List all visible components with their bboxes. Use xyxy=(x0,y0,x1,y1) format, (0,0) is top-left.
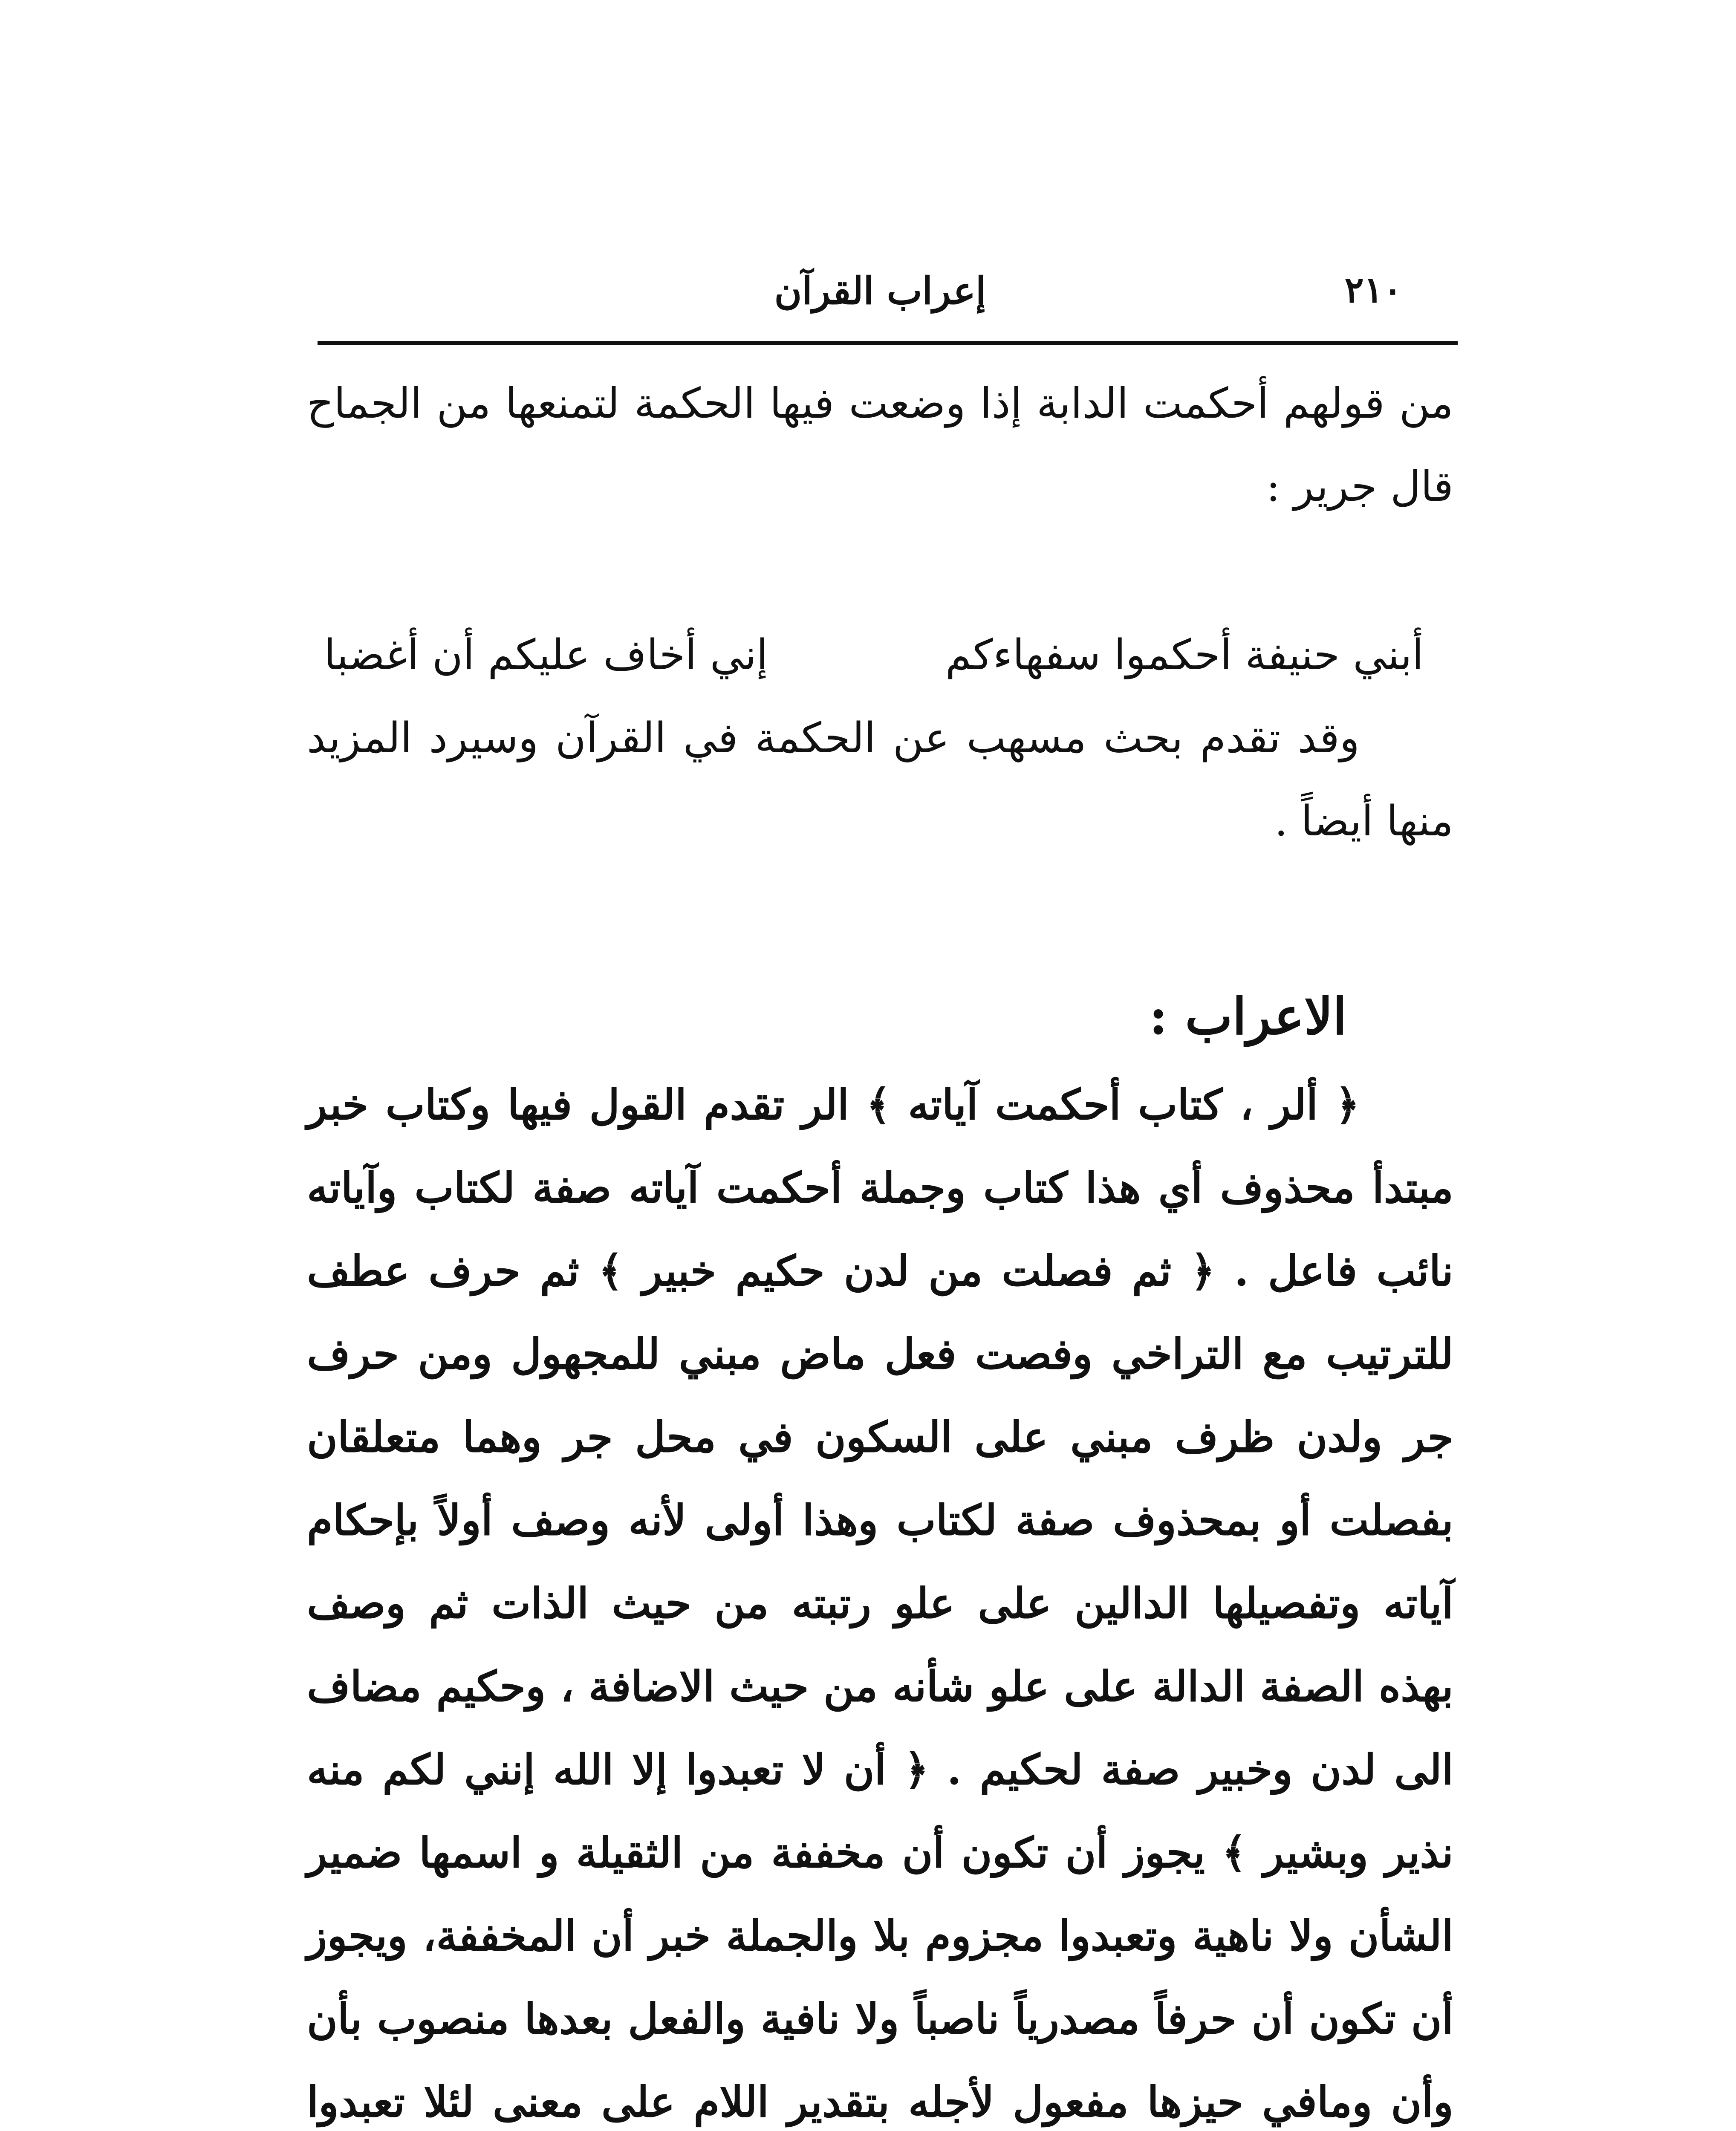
intro-paragraph: من قولهم أحكمت الدابة إذا وضعت فيها الحكمة لتمنعها من الجماح قال جرير : xyxy=(307,379,1453,511)
page-body xyxy=(307,362,1453,2131)
irab-paragraph: ﴿ ألر ، كتاب أحكمت آياته ﴾ الر تقدم القول فيها وكتاب خبر مبتدأ محذوف أي هذا كتاب وجملة أحكمت آياته صفة لكتاب وآياته نائب فاعل . ﴿ ثم فصلت من لدن حكيم خبير ﴾ ثم حرف عطف للترتيب مع التراخي وفصت فعل ماض مبني للمجهول ومن حرف جر ولدن ظرف مبني على السكون في محل جر وهما متعلقان بفصلت أو بمحذوف صفة لكتاب وهذا أولى لأنه وصف أولاً بإحكام آياته وتفصيلها الدالين على علو رتبته من حيث الذات ثم وصف بهذه الصفة الدالة على علو شأنه من حيث الاضافة ، وحكيم مضاف الى لدن وخبير صفة لحكيم . ﴿ أن لا تعبدوا إلا الله إنني لكم منه نذير وبشير ﴾ يجوز أن تكون أن مخففة من الثقيلة و اسمها ضمير الشأن ولا ناهية وتعبدوا مجزوم بلا والجملة خبر أن المخففة، ويجوز أن تكون أن حرفاً مصدرياً ناصباً ولا نافية والفعل بعدها منصوب بأن وأن ومافي حيزها مفعول لأجله بتقدير اللام على معنى لئلا تعبدوا xyxy=(307,1080,1453,2127)
poetry-verse xyxy=(307,614,1453,697)
note-paragraph: وقد تقدم بحث مسهب عن الحكمة في القرآن وسيرد المزيد منها أيضاً . xyxy=(307,714,1453,846)
header-rule xyxy=(318,341,1458,345)
running-title: إعراب القرآن xyxy=(774,269,986,313)
verse-first-hemistich: أبني حنيفة أحكموا سفهاءكم xyxy=(945,631,1424,679)
page-header xyxy=(307,260,1453,320)
page-number: ٢١٠ xyxy=(1344,269,1402,311)
verse-second-hemistich: إني أخاف عليكم أن أغضبا xyxy=(324,631,768,679)
section-heading: الاعراب : xyxy=(1149,987,1347,1046)
